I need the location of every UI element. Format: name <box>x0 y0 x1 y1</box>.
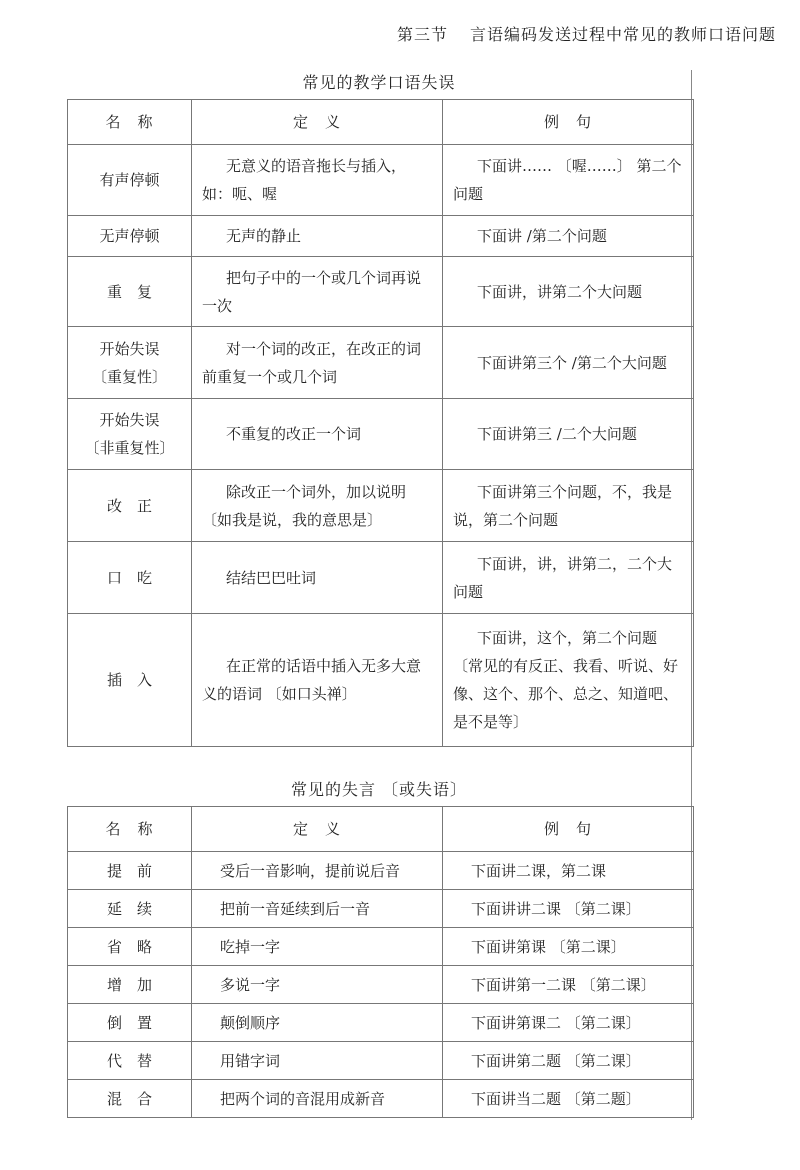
term-cell: 增 加 <box>68 966 192 1004</box>
term-cell: 代 替 <box>68 1042 192 1080</box>
table-header-row <box>68 807 694 852</box>
definition-cell: 用错字词 <box>192 1042 443 1080</box>
definition-cell: 在正常的话语中插入无多大意义的语词 〔如口头禅〕 <box>192 614 443 747</box>
term-label: 开始失误 <box>99 411 160 429</box>
column-header-name: 名 称 <box>68 100 192 145</box>
running-header <box>397 22 776 45</box>
table2-caption: 常见的失言 〔或失语〕 <box>290 780 468 799</box>
table-row <box>68 966 694 1004</box>
table-row <box>68 542 694 614</box>
definition-cell: 无声的静止 <box>192 216 443 257</box>
term-label: 无声停顿 <box>99 227 160 245</box>
example-cell: 下面讲，这个，第二个问题〔常见的有反正、我看、听说、好像、这个、那个、总之、知道吧、是不是等〕 <box>443 614 694 747</box>
example-cell: 下面讲第一二课 〔第二课〕 <box>443 966 694 1004</box>
term-sublabel: 〔非重复性〕 <box>84 439 175 457</box>
column-header-example: 例 句 <box>443 100 694 145</box>
table-header-row <box>68 100 694 145</box>
example-cell: 下面讲第课 〔第二课〕 <box>443 928 694 966</box>
table-row <box>68 470 694 542</box>
teaching-speech-errors-table <box>67 99 694 747</box>
table-row <box>68 890 694 928</box>
definition-cell: 结结巴巴吐词 <box>192 542 443 614</box>
definition-cell: 对一个词的改正，在改正的词前重复一个或几个词 <box>192 327 443 399</box>
term-label: 口 吃 <box>106 568 152 587</box>
definition-cell: 受后一音影响，提前说后音 <box>192 852 443 890</box>
column-header-definition: 定 义 <box>192 807 443 852</box>
term-cell <box>68 614 192 747</box>
example-cell: 下面讲二课，第二课 <box>443 852 694 890</box>
term-label: 开始失误 <box>99 339 160 358</box>
slip-of-tongue-table <box>67 806 694 1118</box>
example-cell: 下面讲第三个问题，不，我是说，第二个问题 <box>443 470 694 542</box>
definition-cell: 除改正一个词外，加以说明〔如我是说，我的意思是〕 <box>192 470 443 542</box>
term-sublabel: 〔重复性〕 <box>91 367 167 386</box>
example-cell: 下面讲…… 〔喔……〕 第二个问题 <box>443 145 694 216</box>
term-label: 重 复 <box>106 282 152 301</box>
definition-cell: 无意义的语音拖长与插入，如：呃、喔 <box>192 145 443 216</box>
definition-cell: 颠倒顺序 <box>192 1004 443 1042</box>
table-row <box>68 1042 694 1080</box>
example-cell: 下面讲第课二 〔第二课〕 <box>443 1004 694 1042</box>
term-cell: 延 续 <box>68 890 192 928</box>
table-row <box>68 852 694 890</box>
table1-caption: 常见的教学口语失误 <box>302 73 456 92</box>
example-cell: 下面讲第三个 /第二个大问题 <box>443 327 694 399</box>
table-row <box>68 614 694 747</box>
term-cell: 混 合 <box>68 1080 192 1118</box>
table-row <box>68 1004 694 1042</box>
definition-cell: 吃掉一字 <box>192 928 443 966</box>
table-row <box>68 216 694 257</box>
column-header-example: 例 句 <box>443 807 694 852</box>
definition-cell: 把两个词的音混用成新音 <box>192 1080 443 1118</box>
term-cell <box>68 216 192 257</box>
table-row <box>68 327 694 399</box>
column-header-definition: 定 义 <box>192 100 443 145</box>
term-cell <box>68 327 192 399</box>
definition-cell: 把前一音延续到后一音 <box>192 890 443 928</box>
example-cell: 下面讲 /第二个问题 <box>443 216 694 257</box>
term-cell <box>68 145 192 216</box>
example-cell: 下面讲第二题 〔第二课〕 <box>443 1042 694 1080</box>
definition-cell: 把句子中的一个或几个词再说一次 <box>192 257 443 327</box>
example-cell: 下面讲当二题 〔第二题〕 <box>443 1080 694 1118</box>
table-row <box>68 928 694 966</box>
table-row <box>68 1080 694 1118</box>
example-cell: 下面讲第三 /二个大问题 <box>443 399 694 470</box>
definition-cell: 不重复的改正一个词 <box>192 399 443 470</box>
table-row <box>68 399 694 470</box>
example-cell: 下面讲，讲第二个大问题 <box>443 257 694 327</box>
definition-cell: 多说一字 <box>192 966 443 1004</box>
term-label: 插 入 <box>106 671 152 689</box>
term-label: 改 正 <box>106 496 152 515</box>
term-label: 有声停顿 <box>99 171 160 189</box>
section-title: 言语编码发送过程中常见的教师口语问题 <box>469 25 776 44</box>
section-number: 第三节 <box>396 25 448 44</box>
term-cell <box>68 399 192 470</box>
term-cell <box>68 542 192 614</box>
term-cell: 省 略 <box>68 928 192 966</box>
term-cell: 提 前 <box>68 852 192 890</box>
example-cell: 下面讲讲二课 〔第二课〕 <box>443 890 694 928</box>
term-cell: 倒 置 <box>68 1004 192 1042</box>
example-cell: 下面讲，讲，讲第二，二个大问题 <box>443 542 694 614</box>
column-header-name: 名 称 <box>68 807 192 852</box>
term-cell <box>68 257 192 327</box>
table-row <box>68 257 694 327</box>
term-cell <box>68 470 192 542</box>
table-row <box>68 145 694 216</box>
